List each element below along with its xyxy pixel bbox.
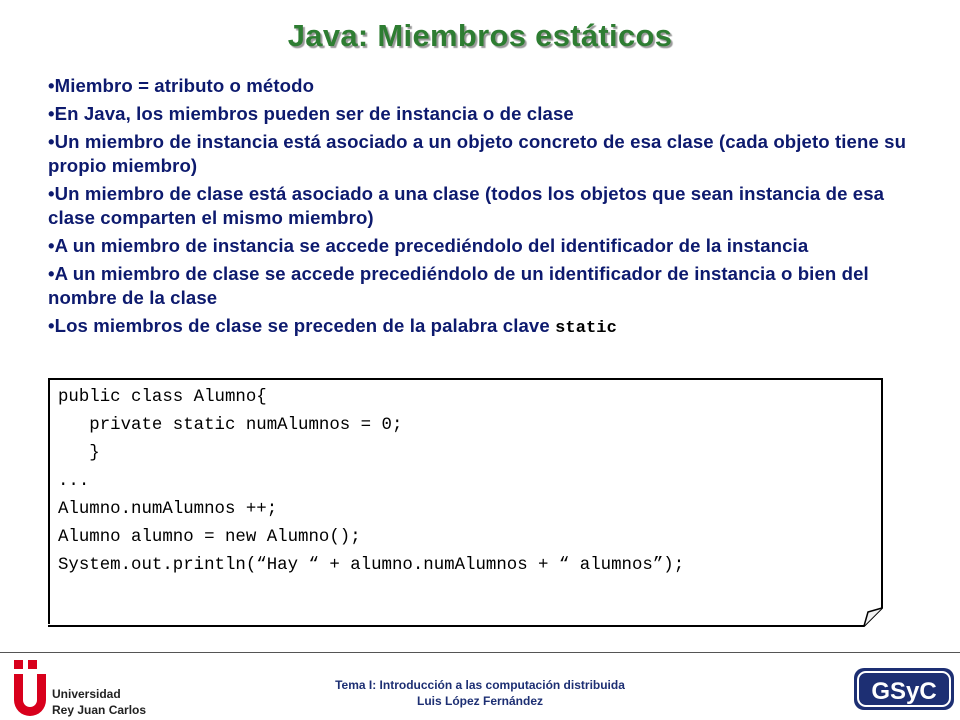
gsyc-logo-text: GSyC xyxy=(871,678,937,705)
bullet-item: •Un miembro de clase está asociado a una clase (todos los objetos que sean instancia de esa clase comparten el mismo miembro) xyxy=(48,183,885,228)
gsyc-logo xyxy=(852,664,956,714)
code-line: public class Alumno{ xyxy=(58,388,267,407)
code-line: ... xyxy=(58,472,90,491)
code-snippet xyxy=(58,384,684,580)
footer-divider xyxy=(0,652,960,653)
code-line: Alumno alumno = new Alumno(); xyxy=(58,528,361,547)
static-keyword: static xyxy=(555,319,617,338)
author-name: Luis López Fernández xyxy=(416,694,543,708)
bullet-item: •A un miembro de instancia se accede precediéndolo del identificador de la instancia xyxy=(48,235,809,256)
bullet-item: •Los miembros de clase se preceden de la palabra clave static xyxy=(48,315,617,338)
bullet-list xyxy=(48,74,918,345)
code-line: System.out.println(“Hay “ + alumno.numAlumnos + “ alumnos”); xyxy=(58,556,685,575)
footer-text xyxy=(0,677,960,709)
bullet-item: •En Java, los miembros pueden ser de instancia o de clase xyxy=(48,103,574,124)
code-line: Alumno.numAlumnos ++; xyxy=(58,500,278,519)
course-title: Tema I: Introducción a las computación distribuida xyxy=(335,678,625,692)
bullet-item: •Miembro = atributo o método xyxy=(48,75,315,96)
code-line: } xyxy=(58,444,100,463)
slide-title: Java: Miembros estáticos xyxy=(287,18,673,53)
urjc-name: Universidad Rey Juan Carlos xyxy=(52,687,147,717)
bullet-item: •A un miembro de clase se accede precediéndolo de un identificador de instancia o bien del nombre de la clase xyxy=(48,263,869,308)
code-line: private static numAlumnos = 0; xyxy=(58,416,403,435)
bullet-item: •Un miembro de instancia está asociado a un objeto concreto de esa clase (cada objeto tiene su propio miembro) xyxy=(48,131,907,176)
